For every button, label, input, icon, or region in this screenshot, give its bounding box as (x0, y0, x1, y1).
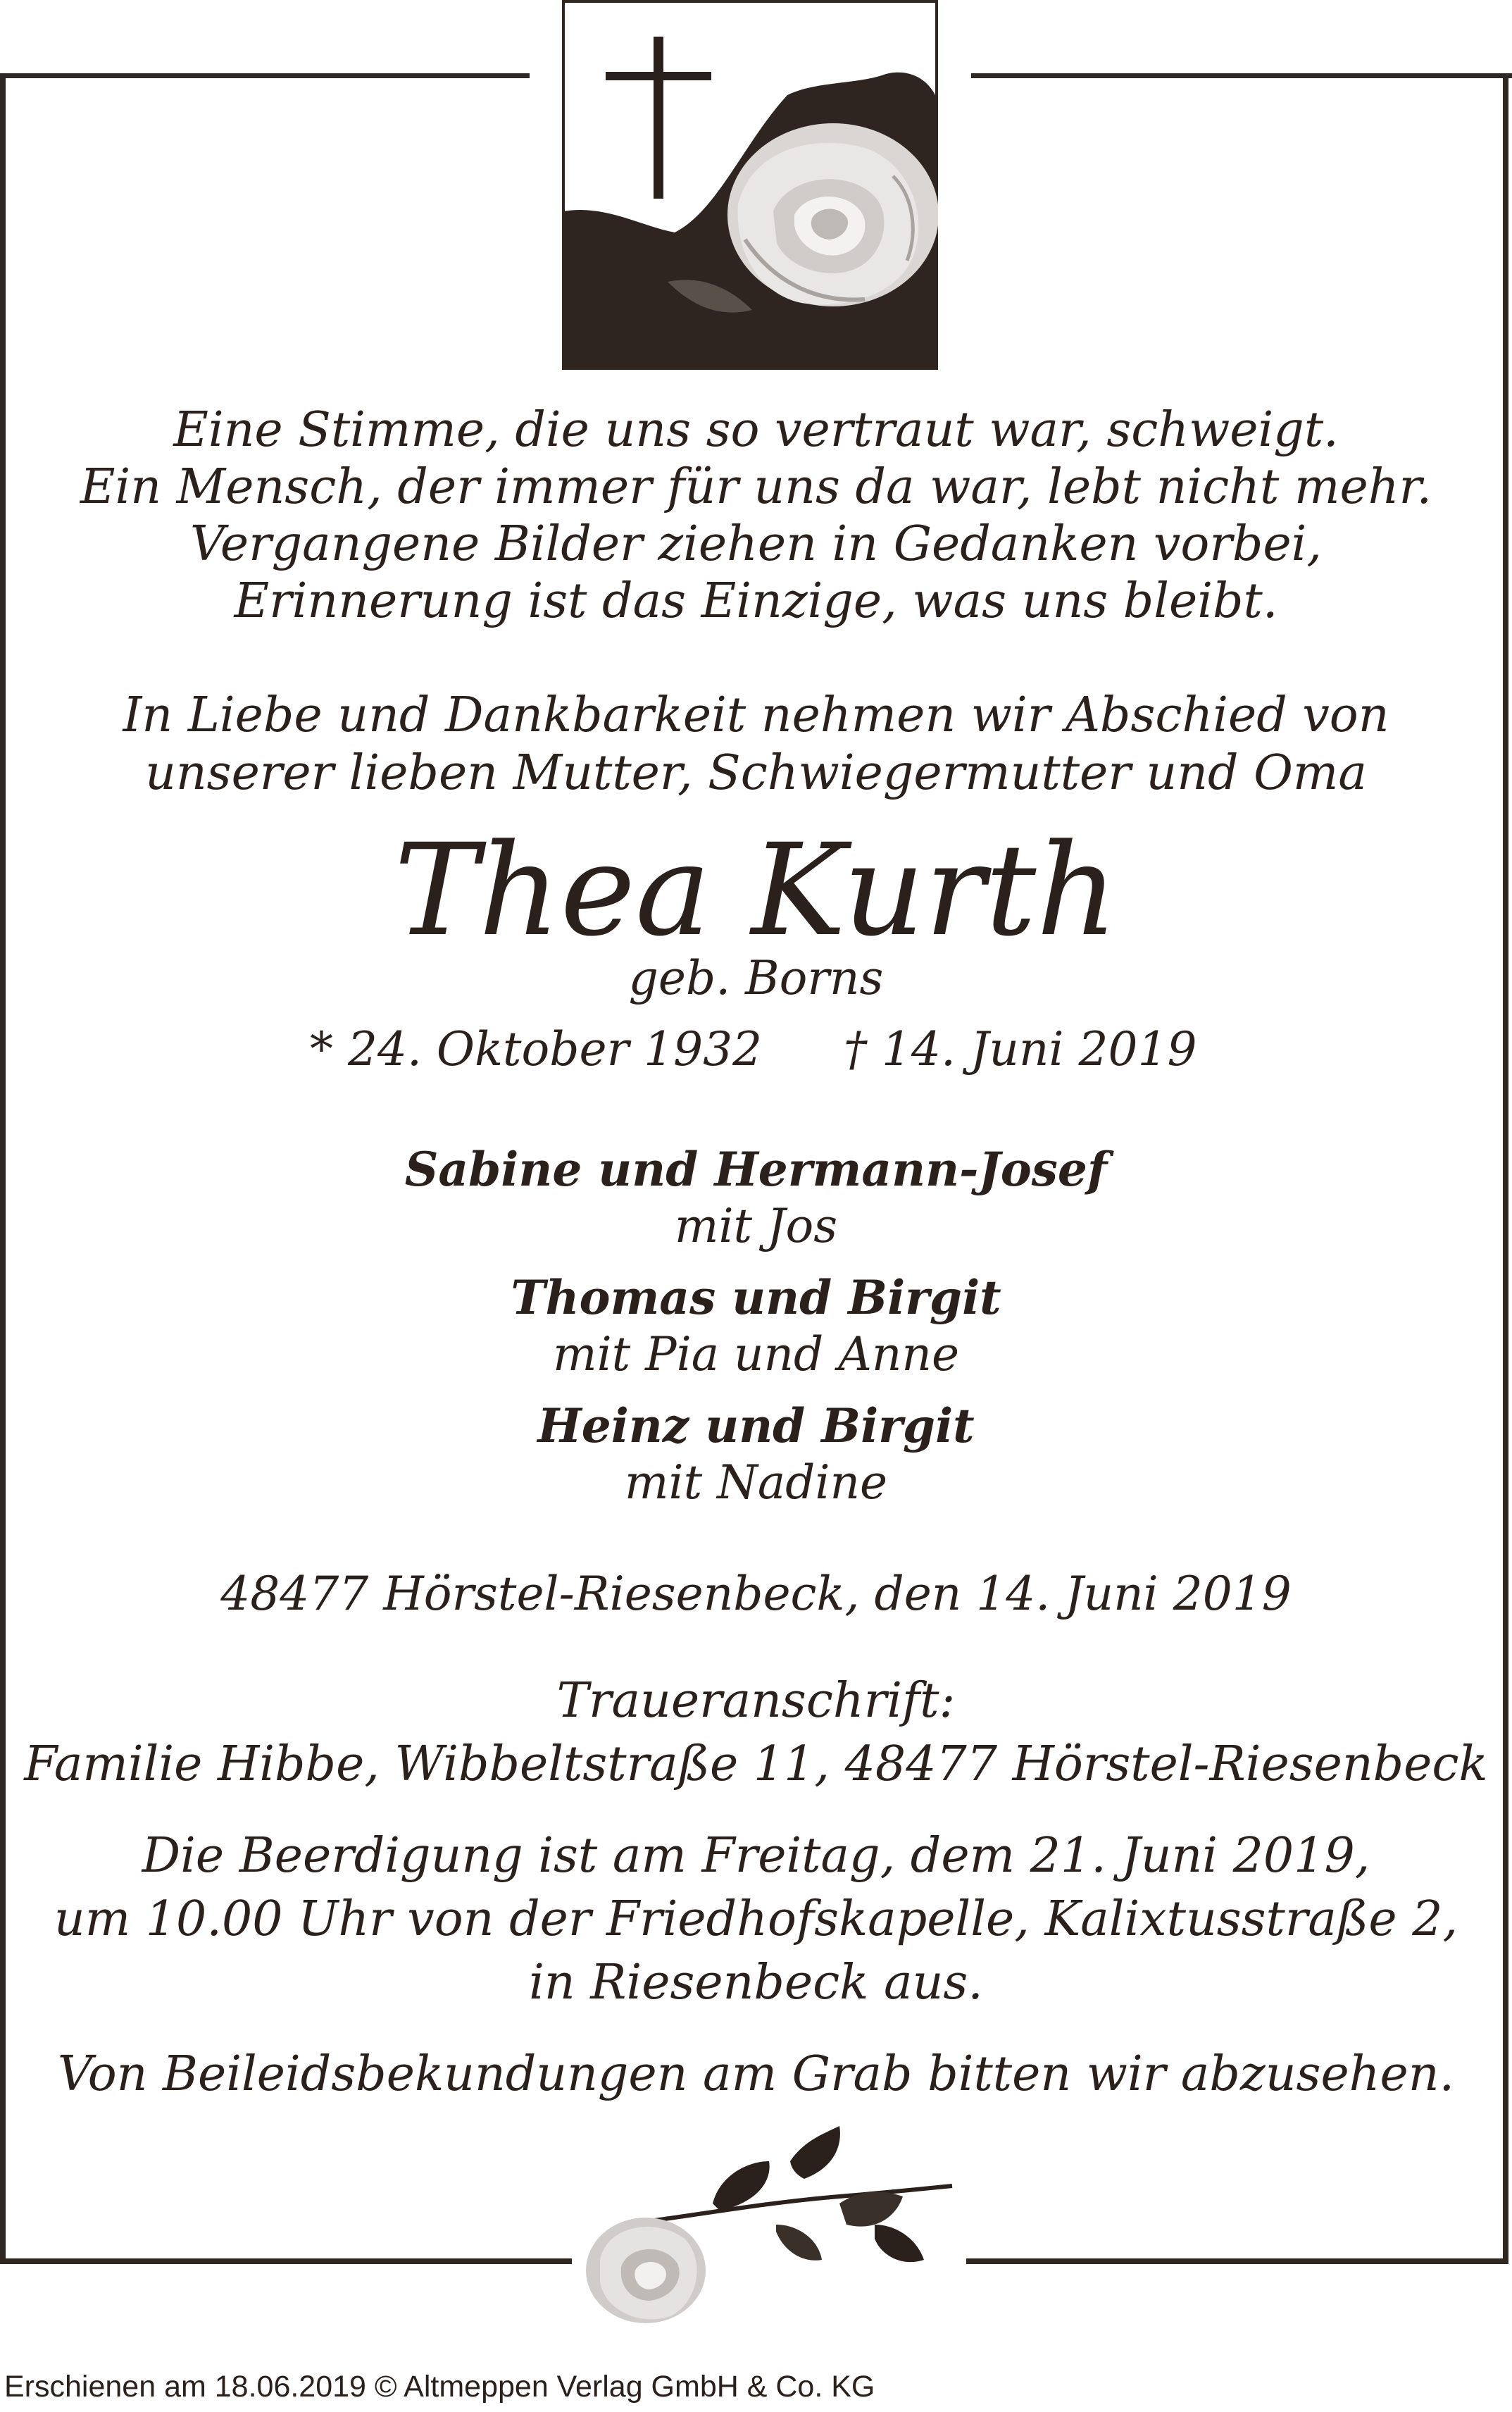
condolences-note: Von Beileidsbekundungen am Grab bitten wir abzusehen. (57, 2046, 1455, 2102)
poem-line: Eine Stimme, die uns so vertraut war, schweigt. (173, 402, 1339, 458)
mourner-children: mit Nadine (624, 1455, 888, 1510)
publication-credit: Erschienen am 18.06.2019 © Altmeppen Verlag GmbH & Co. KG (4, 2370, 875, 2404)
funeral-line: in Riesenbeck aus. (529, 1955, 983, 2010)
cross-rose-emblem (562, 0, 938, 370)
deceased-name: Thea Kurth (394, 817, 1118, 964)
farewell-line: unserer lieben Mutter, Schwiegermutter und Oma (145, 745, 1367, 801)
poem-line: Ein Mensch, der immer für uns da war, lebt nicht mehr. (80, 459, 1432, 515)
mourners-list (0, 1141, 1512, 1512)
farewell-line: In Liebe und Dankbarkeit nehmen wir Abschied von (123, 688, 1389, 743)
mourning-address (0, 1670, 1512, 1796)
funeral-line: Die Beerdigung ist am Freitag, dem 21. Juni 2019, (142, 1828, 1370, 1884)
mourner-children: mit Jos (674, 1199, 838, 1253)
frame-bottom-left-line (0, 2258, 572, 2264)
funeral-line: um 10.00 Uhr von der Friedhofskapelle, Kalixtusstraße 2, (54, 1891, 1458, 1947)
frame-top-left-line (0, 73, 530, 78)
location-date: 48477 Hörstel-Riesenbeck, den 14. Juni 2019 (220, 1567, 1292, 1621)
farewell-text (0, 687, 1512, 802)
maiden-name: geb. Borns (628, 951, 884, 1005)
birth-date: * 24. Oktober 1932 (310, 1022, 763, 1076)
frame-bottom-right-line (966, 2258, 1508, 2264)
address-label: Traueranschrift: (556, 1673, 956, 1729)
rose-icon (572, 2119, 966, 2330)
frame-top-right-line (971, 73, 1512, 78)
address-line: Familie Hibbe, Wibbeltstraße 11, 48477 Hörstel-Riesenbeck (24, 1736, 1488, 1792)
mourner-names: Sabine und Hermann-Josef (404, 1142, 1108, 1197)
death-date: † 14. Juni 2019 (844, 1022, 1197, 1076)
poem-line: Vergangene Bilder ziehen in Gedanken vorbei, (190, 516, 1322, 572)
mourner-names: Heinz und Birgit (537, 1398, 975, 1453)
mourner-names: Thomas und Birgit (511, 1270, 1001, 1325)
poem-line: Erinnerung ist das Einzige, was uns bleibt. (234, 573, 1278, 629)
poem (0, 402, 1512, 630)
funeral-info (0, 1824, 1512, 2015)
mourner-children: mit Pia und Anne (552, 1327, 960, 1381)
